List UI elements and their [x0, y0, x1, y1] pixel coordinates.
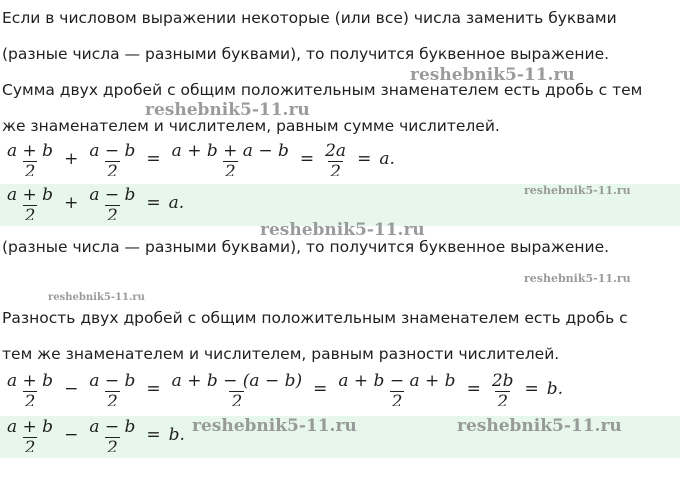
equals-sign: = — [146, 148, 161, 169]
formula-sum-full — [2, 141, 397, 176]
denominator: 2 — [24, 162, 36, 176]
equals-sign: = — [299, 148, 315, 169]
operator: + — [64, 192, 79, 213]
numerator: a + b — [7, 141, 54, 161]
watermark: reshebnik5-11.ru — [260, 220, 425, 240]
fraction — [87, 141, 137, 176]
fraction — [87, 185, 137, 220]
formula-diff-full — [2, 371, 565, 406]
text-line-5: (разные числа — разными буквами), то получится буквенное выражение. — [2, 238, 610, 256]
denominator: 2 — [24, 438, 36, 452]
fraction — [170, 371, 304, 406]
result: a. — [168, 192, 185, 213]
numerator: a − b — [89, 371, 136, 391]
equals-sign: = — [524, 378, 539, 399]
watermark: reshebnik5-11.ru — [192, 416, 357, 436]
denominator: 2 — [106, 392, 118, 406]
numerator: a + b − (a − b) — [171, 371, 303, 391]
fraction — [5, 185, 55, 220]
numerator: a + b — [7, 371, 54, 391]
fraction — [170, 141, 291, 176]
equals-sign: = — [466, 378, 481, 399]
numerator: a − b — [89, 417, 136, 437]
numerator: a + b − a + b — [338, 371, 456, 391]
fraction — [490, 371, 516, 406]
fraction — [336, 371, 457, 406]
fraction — [5, 371, 55, 406]
text-line-1: Если в числовом выражении некоторые (или все) числа заменить буквами — [2, 9, 617, 27]
equals-sign: = — [146, 378, 161, 399]
text-line-7: тем же знаменателем и числителем, равным разности числителей. — [2, 345, 560, 363]
denominator: 2 — [391, 392, 403, 406]
formula-sum-short — [2, 185, 186, 220]
text-line-4: же знаменателем и числителем, равным сумме числителей. — [2, 117, 500, 135]
operator: − — [64, 378, 79, 399]
equals-sign: = — [146, 424, 161, 445]
numerator: a − b — [89, 185, 136, 205]
watermark: reshebnik5-11.ru — [524, 184, 631, 197]
fraction — [323, 141, 348, 176]
denominator: 2 — [106, 162, 118, 176]
equals-sign: = — [146, 192, 161, 213]
result: b. — [168, 424, 185, 445]
equals-sign: = — [357, 148, 372, 169]
denominator: 2 — [106, 438, 118, 452]
text-line-2: (разные числа — разными буквами), то получится буквенное выражение. — [2, 45, 610, 63]
fraction — [5, 417, 55, 452]
fraction — [87, 417, 137, 452]
denominator: 2 — [330, 162, 341, 176]
numerator: a − b — [89, 141, 136, 161]
numerator: 2a — [325, 141, 347, 161]
text-line-3: Сумма двух дробей с общим положительным знаменателем есть дробь с тем — [2, 81, 643, 99]
denominator: 2 — [24, 392, 36, 406]
denominator: 2 — [224, 162, 236, 176]
equals-sign: = — [313, 378, 328, 399]
numerator: 2b — [491, 371, 514, 391]
watermark: reshebnik5-11.ru — [524, 272, 631, 285]
text-line-6: Разность двух дробей с общим положительным знаменателем есть дробь с — [2, 309, 628, 327]
denominator: 2 — [24, 206, 36, 220]
denominator: 2 — [497, 392, 509, 406]
watermark: reshebnik5-11.ru — [145, 100, 310, 120]
denominator: 2 — [106, 206, 118, 220]
watermark: reshebnik5-11.ru — [48, 292, 145, 303]
operator: − — [64, 424, 79, 445]
numerator: a + b — [7, 417, 54, 437]
watermark: reshebnik5-11.ru — [457, 416, 622, 436]
result: a. — [379, 148, 395, 169]
denominator: 2 — [231, 392, 243, 406]
fraction — [5, 141, 55, 176]
operator: + — [64, 148, 79, 169]
result: b. — [546, 378, 564, 399]
numerator: a + b — [7, 185, 54, 205]
formula-diff-short — [2, 417, 187, 452]
fraction — [87, 371, 137, 406]
numerator: a + b + a − b — [171, 141, 289, 161]
watermark: reshebnik5-11.ru — [410, 65, 575, 85]
